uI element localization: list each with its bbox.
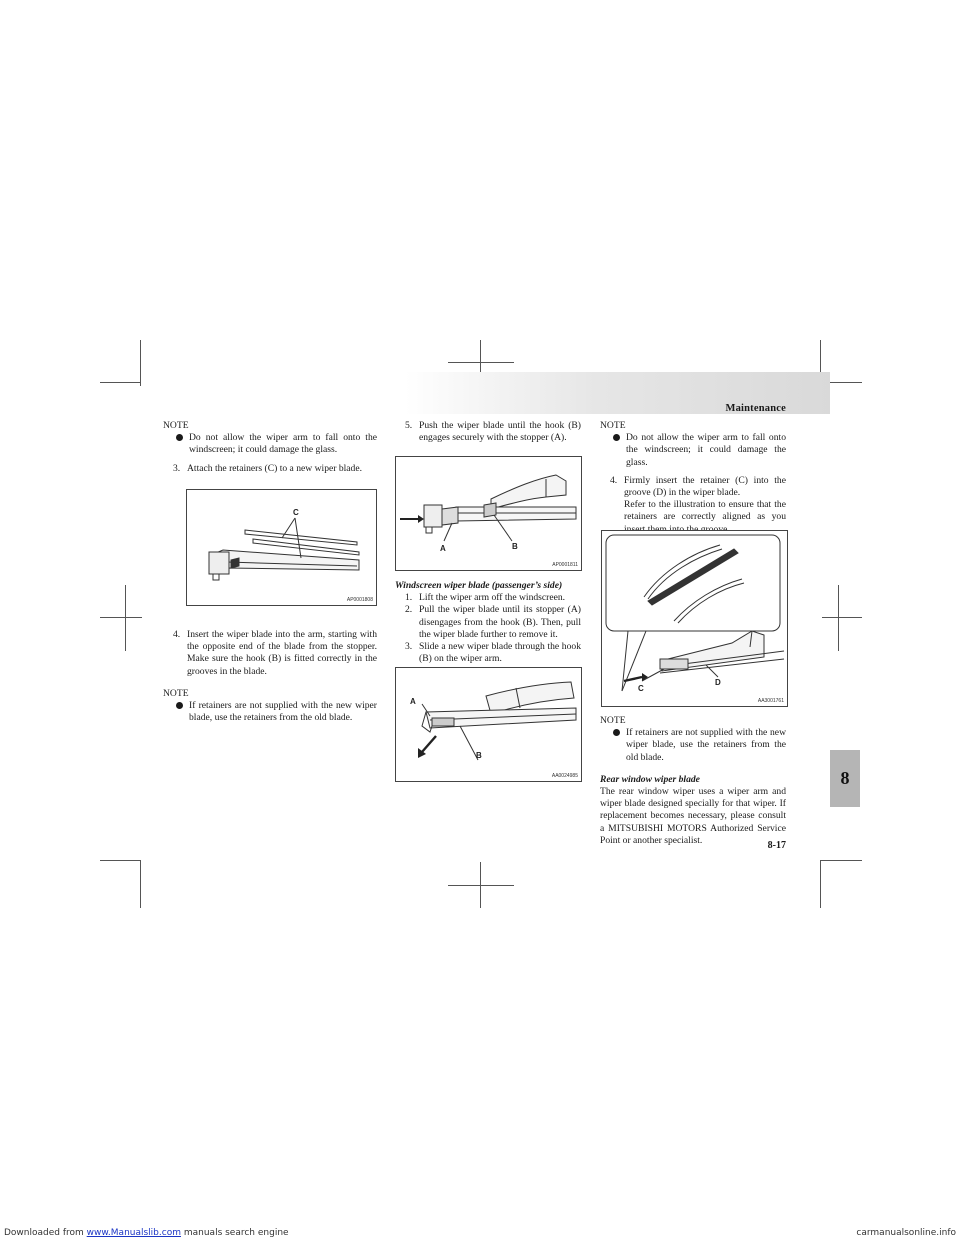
step-4: [600, 475, 786, 536]
note-heading: NOTE: [600, 715, 626, 726]
bullet-icon: [613, 434, 620, 441]
figure-retainer-groove: [601, 530, 788, 707]
step-text: Slide a new wiper blade through the hook (B) on the wiper arm.: [419, 641, 581, 665]
footer-watermark: carmanualsonline.info: [856, 1228, 956, 1238]
passenger-blade-illustration: [396, 668, 581, 781]
bullet-icon: [613, 729, 620, 736]
chapter-tab: 8: [830, 750, 860, 807]
step-3: [163, 463, 377, 475]
subsection-heading: Rear window wiper blade: [600, 773, 700, 785]
step-number: 5.: [405, 420, 413, 431]
right-column: [600, 420, 786, 536]
footer-downloaded-text: Downloaded from: [4, 1228, 84, 1238]
figure-label-c: C: [638, 684, 644, 693]
note-bullet: [163, 700, 377, 724]
retainer-groove-illustration: [602, 531, 787, 706]
note-text: If retainers are not supplied with the new wiper blade, use the retainers from the old blade.: [626, 727, 786, 763]
figure-code: AP0001811: [552, 562, 578, 568]
note-bullet: [600, 727, 786, 764]
step-3: [395, 641, 581, 665]
bullet-icon: [176, 434, 183, 441]
step-text: Insert the wiper blade into the arm, starting with the opposite end of the blade from the stopper. Make sure the hook (B) is fitted correctly in the grooves in the blade.: [187, 629, 377, 677]
page-number: 8-17: [767, 840, 786, 851]
figure-label-d: D: [715, 678, 721, 687]
section-title: Maintenance: [725, 403, 786, 414]
note-bullet: [600, 432, 786, 469]
footer-tagline: manuals search engine: [183, 1228, 289, 1238]
step-number: 4.: [173, 629, 181, 640]
step-text: Attach the retainers (C) to a new wiper blade.: [187, 462, 363, 474]
note-heading: NOTE: [600, 420, 626, 431]
note-text: Do not allow the wiper arm to fall onto the windscreen; it could damage the glass.: [189, 432, 377, 456]
figure-attach-retainers: [186, 489, 377, 606]
step-number: 3.: [405, 641, 413, 653]
step-5: [395, 420, 581, 444]
step-text-continued: Refer to the illustration to ensure that the retainers are correctly aligned as you: [624, 499, 786, 523]
figure-label-a: A: [440, 544, 446, 553]
rear-wiper-paragraph: The rear window wiper uses a wiper arm and wiper blade designed specially for that wiper. If replacement becomes necessary, please consult a MITSUBISHI MOTORS Authorized Service Point or another specialist.: [600, 786, 786, 846]
arrow-icon: [418, 515, 424, 523]
step-number: 1.: [405, 592, 413, 604]
step-number: 3.: [173, 462, 181, 474]
hook-stopper-illustration: [396, 457, 581, 570]
bullet-icon: [176, 702, 183, 709]
figure-code: AA0024985: [551, 773, 578, 779]
left-column: [163, 420, 377, 475]
manualslib-link[interactable]: www.Manualslib.com: [86, 1228, 181, 1238]
step-1: [395, 592, 581, 604]
figure-code: AA3001761: [757, 698, 784, 704]
wiper-blade-retainers-illustration: [187, 490, 376, 605]
figure-label-c: C: [293, 508, 299, 517]
step-text: Push the wiper blade until the hook (B) engages securely with the stopper (A).: [419, 420, 581, 444]
step-4: [163, 629, 377, 678]
note-text: Do not allow the wiper arm to fall onto the windscreen; it could damage the glass.: [626, 432, 786, 468]
step-text: Firmly insert the retainer (C) into the groove (D) in the wiper blade.: [624, 474, 786, 499]
footer-left: [4, 1228, 289, 1238]
note-heading: NOTE: [163, 687, 189, 699]
figure-label-a: A: [410, 697, 416, 706]
step-number: 4.: [610, 474, 618, 486]
subsection-heading: Windscreen wiper blade (passenger’s side): [395, 580, 563, 591]
note-bullet: [163, 432, 377, 456]
footer: [0, 1228, 960, 1242]
note-heading: NOTE: [163, 420, 189, 431]
note-text: If retainers are not supplied with the new wiper blade, use the retainers from the old blade.: [189, 700, 377, 724]
step-text: Pull the wiper blade until its stopper (A) disengages from the hook (B). Then, pull the wiper blade further to remove it.: [419, 604, 581, 640]
middle-column-lower: [395, 580, 581, 665]
middle-column: [395, 420, 581, 444]
step-text: Lift the wiper arm off the windscreen.: [419, 592, 566, 604]
figure-code: AP0001808: [346, 597, 373, 603]
figure-passenger-blade: [395, 667, 582, 782]
figure-hook-stopper: [395, 456, 582, 571]
step-2: [395, 604, 581, 641]
figure-label-b: B: [476, 751, 482, 760]
figure-label-b: B: [512, 542, 518, 551]
right-column-lower: [600, 715, 786, 847]
step-number: 2.: [405, 604, 413, 616]
left-column-lower: [163, 629, 377, 724]
